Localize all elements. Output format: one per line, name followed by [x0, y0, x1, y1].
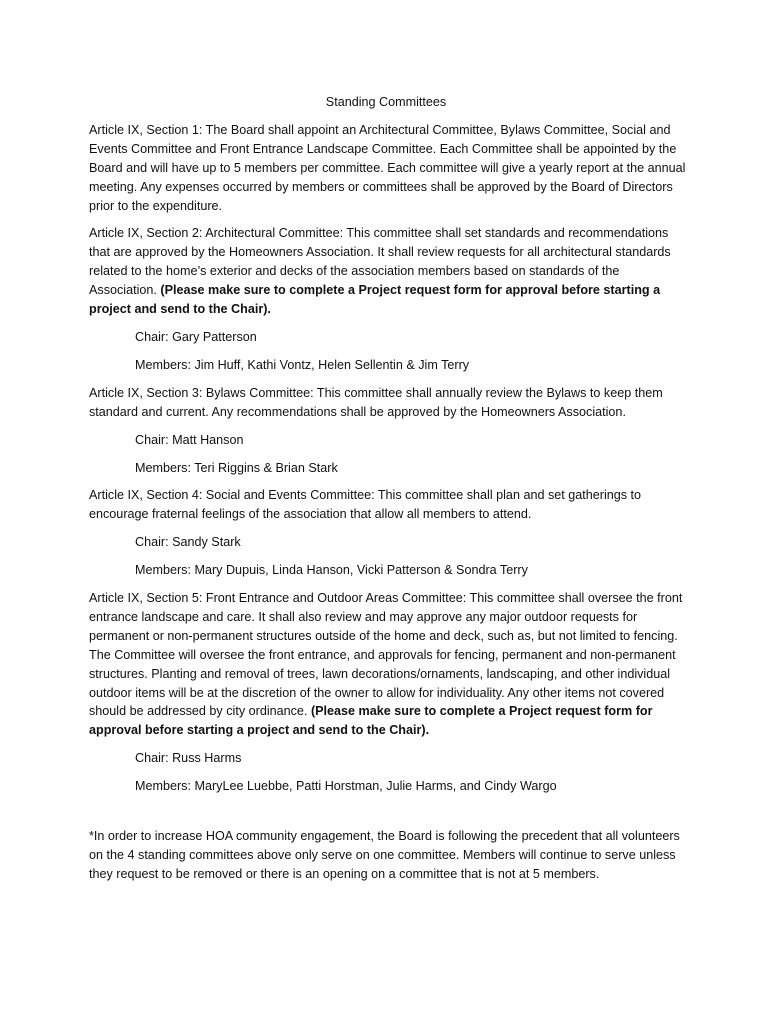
section-3-text: Article IX, Section 3: Bylaws Committee: This committee shall annually review the Bylaws to keep them standard and current. Any recommendations shall be approved by the Homeowners Association.: [89, 385, 663, 419]
section-5-chair: Chair: Russ Harms: [135, 751, 242, 766]
section-5-paragraph: [89, 589, 689, 740]
section-4-chair: Chair: Sandy Stark: [135, 535, 241, 550]
section-1-paragraph: [89, 121, 689, 216]
section-5-members: Members: MaryLee Luebbe, Patti Horstman, Julie Harms, and Cindy Wargo: [135, 779, 557, 794]
section-3-paragraph: [89, 384, 689, 422]
section-3-members: Members: Teri Riggins & Brian Stark: [135, 460, 338, 475]
section-2-text: Article IX, Section 2: Architectural Committee: This committee shall set standards and recommendations that are approved by the Homeowners Association. It shall review requests for all architectural standards related to the home’s exterior and decks of the association members based on standards of the Association.: [89, 226, 671, 298]
document-page: [89, 93, 689, 893]
document-title: Standing Committees: [325, 95, 447, 109]
section-5-bold-note: (Please make sure to complete a Project request form for approval before starting a project and send to the Chair).: [89, 704, 653, 738]
section-2-bold-note: (Please make sure to complete a Project request form for approval before starting a project and send to the Chair).: [89, 283, 661, 317]
section-1-text: Article IX, Section 1: The Board shall appoint an Architectural Committee, Bylaws Committee, Social and Events Committee and Front Entrance Landscape Committee. Each Committee shall be appointed by the Board and will have up to 5 members per committee. Each committee will give a yearly report at the annual meeting. Any expenses occurred by members or committees shall be approved by the Board of Directors prior to the expenditure.: [89, 122, 686, 213]
section-3-chair: Chair: Matt Hanson: [135, 432, 244, 447]
section-4-text: Article IX, Section 4: Social and Events Committee: This committee shall plan and set gatherings to encourage fraternal feelings of the association that allow all members to attend.: [89, 488, 642, 522]
section-5-text: Article IX, Section 5: Front Entrance and Outdoor Areas Committee: This committee shall oversee the front entrance landscape and care. It shall also review and may approve any major outdoor requests for permanent or non-permanent structures outside of the home and deck, such as, but not limited to fencing. The Committee will oversee the front entrance, and approvals for fencing, permanent and non-permanent structures. Planting and removal of trees, lawn decorations/ornaments, landscaping, and other individual outdoor items will be at the discretion of the owner to allow for individuality. Any other items not covered should be addressed by city ordinance.: [89, 591, 683, 719]
section-2-members: Members: Jim Huff, Kathi Vontz, Helen Sellentin & Jim Terry: [135, 357, 470, 372]
footnote-paragraph: *In order to increase HOA community engagement, the Board is following the precedent that all volunteers on the 4 standing committees above only serve on one committee. Members will continue to serve unless they request to be removed or there is an opening on a committee that is not at 5 members.: [89, 829, 680, 881]
section-2-paragraph: [89, 224, 689, 319]
section-4-paragraph: [89, 486, 689, 524]
section-4-members: Members: Mary Dupuis, Linda Hanson, Vicki Patterson & Sondra Terry: [135, 563, 528, 578]
section-2-chair: Chair: Gary Patterson: [135, 329, 257, 344]
